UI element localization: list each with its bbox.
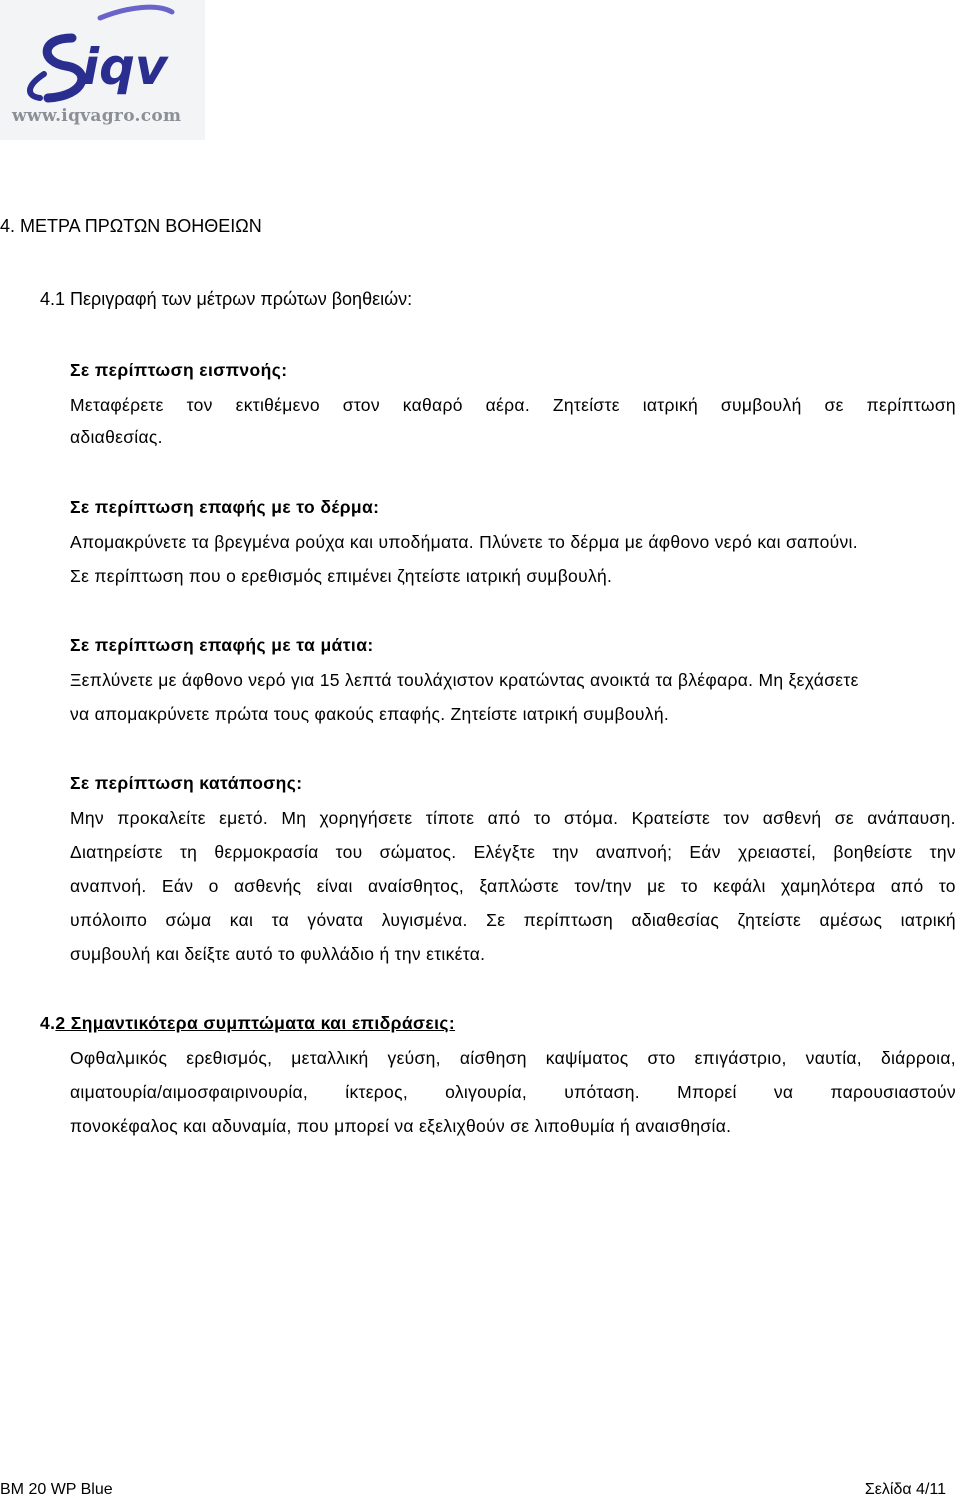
word: εκτιθέμενο bbox=[235, 395, 320, 415]
word: μεταλλική bbox=[291, 1048, 369, 1068]
word: του bbox=[335, 842, 363, 862]
word: ασθενή bbox=[762, 808, 822, 828]
ingestion-line-3 bbox=[70, 876, 956, 897]
word: το bbox=[533, 808, 551, 828]
word: διάρροια, bbox=[880, 1048, 956, 1068]
word: ο bbox=[208, 876, 219, 896]
word: τον bbox=[186, 395, 213, 415]
word: χαμηλότερα bbox=[780, 876, 876, 896]
word: υπόταση. bbox=[564, 1082, 640, 1102]
word: από bbox=[487, 808, 521, 828]
word: ασθενής bbox=[233, 876, 302, 896]
word: παρουσιαστούν bbox=[830, 1082, 956, 1102]
word: αιματουρία/αιμοσφαιρινουρία, bbox=[70, 1082, 309, 1102]
word: χορηγήσετε bbox=[319, 808, 413, 828]
word: αέρα. bbox=[485, 395, 530, 415]
word: είναι bbox=[316, 876, 353, 896]
word: το bbox=[680, 876, 698, 896]
footer-product: BM 20 WP Blue bbox=[0, 1481, 113, 1498]
word: χρειαστεί, bbox=[737, 842, 817, 862]
word: ναυτία, bbox=[805, 1048, 862, 1068]
word: τη bbox=[179, 842, 198, 862]
subsection-4-1-title: 4.1 Περιγραφή των μέτρων πρώτων βοηθειών: bbox=[40, 289, 413, 309]
ingestion-line-5: συμβουλή και δείξτε αυτό το φυλλάδιο ή την ετικέτα. bbox=[70, 944, 486, 964]
word: περίπτωση bbox=[866, 395, 956, 415]
subsection-4-2-number: 4. bbox=[40, 1013, 56, 1033]
word: την bbox=[552, 842, 579, 862]
word: καψίματος bbox=[545, 1048, 629, 1068]
word: αίσθηση bbox=[459, 1048, 527, 1068]
word: τον bbox=[723, 808, 750, 828]
ingestion-heading: Σε περίπτωση κατάποσης: bbox=[70, 773, 303, 793]
symptoms-line-1 bbox=[70, 1048, 956, 1069]
word: Μπορεί bbox=[677, 1082, 737, 1102]
word: περίπτωση bbox=[523, 910, 614, 930]
word: στο bbox=[647, 1048, 676, 1068]
word: σε bbox=[824, 395, 844, 415]
word: ερεθισμός, bbox=[186, 1048, 273, 1068]
word: εμετό. bbox=[219, 808, 269, 828]
word: προκαλείτε bbox=[117, 808, 206, 828]
word: ολιγουρία, bbox=[445, 1082, 528, 1102]
word: στον bbox=[342, 395, 380, 415]
word: σώμα bbox=[165, 910, 212, 930]
symptoms-line-3: πονοκέφαλος και αδυναμία, που μπορεί να εξελιχθούν σε λιποθυμία ή αναισθησία. bbox=[70, 1116, 732, 1136]
footer-page-number: Σελίδα 4/11 bbox=[864, 1481, 946, 1498]
word: ανάπαυση. bbox=[867, 808, 956, 828]
subsection-4-2-title-text: 2 Σημαντικότερα συμπτώματα και επιδράσεις: bbox=[55, 1013, 456, 1033]
word: γεύση, bbox=[387, 1048, 441, 1068]
word: αναπνοή. bbox=[70, 876, 147, 896]
logo-wordmark: iqv bbox=[82, 38, 168, 96]
word: αμέσως bbox=[819, 910, 883, 930]
word: θερμοκρασία bbox=[214, 842, 319, 862]
word: γόνατα bbox=[307, 910, 364, 930]
word: τον/την bbox=[574, 876, 632, 896]
word: Ζητείστε bbox=[552, 395, 620, 415]
inhalation-line-2: αδιαθεσίας. bbox=[70, 427, 163, 447]
word: ξαπλώστε bbox=[479, 876, 560, 896]
eyes-line-2: να απομακρύνετε πρώτα τους φακούς επαφής. Ζητείστε ιατρική συμβουλή. bbox=[70, 704, 670, 724]
word: τα bbox=[271, 910, 289, 930]
word: Μην bbox=[70, 808, 104, 828]
word: λυγισμένα. bbox=[381, 910, 468, 930]
word: Κρατείστε bbox=[631, 808, 711, 828]
ingestion-line-1 bbox=[70, 808, 956, 829]
word: αναίσθητος, bbox=[367, 876, 465, 896]
word: Μεταφέρετε bbox=[70, 395, 164, 415]
logo-url: www.iqvagro.com bbox=[12, 106, 182, 126]
word: ζητείστε bbox=[737, 910, 802, 930]
word: και bbox=[229, 910, 254, 930]
company-logo bbox=[0, 0, 205, 140]
skin-heading: Σε περίπτωση επαφής με το δέρμα: bbox=[70, 497, 380, 517]
word: ίκτερος, bbox=[345, 1082, 408, 1102]
word: τίποτε bbox=[425, 808, 475, 828]
word: να bbox=[773, 1082, 794, 1102]
skin-line-1: Απομακρύνετε τα βρεγμένα ρούχα και υποδήματα. Πλύνετε το δέρμα με άφθονο νερό και σαπούνι. bbox=[70, 532, 858, 552]
skin-line-2: Σε περίπτωση που ο ερεθισμός επιμένει ζητείστε ιατρική συμβουλή. bbox=[70, 566, 613, 586]
word: σώματος. bbox=[379, 842, 457, 862]
eyes-line-1: Ξεπλύνετε με άφθονο νερό για 15 λεπτά τουλάχιστον κρατώντας ανοικτά τα βλέφαρα. Μη ξεχάσετε bbox=[70, 670, 859, 690]
word: Ελέγξτε bbox=[473, 842, 536, 862]
word: αναπνοή; bbox=[595, 842, 673, 862]
word: με bbox=[647, 876, 666, 896]
ingestion-line-4 bbox=[70, 910, 956, 931]
word: κεφάλι bbox=[713, 876, 766, 896]
word: την bbox=[929, 842, 956, 862]
word: Εάν bbox=[689, 842, 721, 862]
eyes-heading: Σε περίπτωση επαφής με τα μάτια: bbox=[70, 635, 374, 655]
word: Μη bbox=[281, 808, 307, 828]
word: ιατρική bbox=[900, 910, 956, 930]
word: Εάν bbox=[161, 876, 194, 896]
word: υπόλοιπο bbox=[70, 910, 148, 930]
word: από bbox=[890, 876, 924, 896]
word: στόμα. bbox=[564, 808, 619, 828]
word: ιατρική bbox=[642, 395, 699, 415]
word: επιγάστριο, bbox=[694, 1048, 787, 1068]
ingestion-line-2 bbox=[70, 842, 956, 863]
word: σε bbox=[834, 808, 854, 828]
logo-mark-icon bbox=[0, 0, 205, 110]
word: Σε bbox=[486, 910, 506, 930]
inhalation-heading: Σε περίπτωση εισπνοής: bbox=[70, 360, 288, 380]
subsection-4-2-title bbox=[40, 1013, 455, 1034]
word: βοηθείστε bbox=[833, 842, 913, 862]
word: αδιαθεσίας bbox=[631, 910, 720, 930]
word: Διατηρείστε bbox=[70, 842, 163, 862]
section-title: 4. ΜΕΤΡΑ ΠΡΩΤΩΝ ΒΟΗΘΕΙΩΝ bbox=[0, 216, 262, 236]
word: συμβουλή bbox=[720, 395, 802, 415]
symptoms-line-2 bbox=[70, 1082, 956, 1103]
inhalation-line-1 bbox=[70, 395, 956, 416]
word: Οφθαλμικός bbox=[70, 1048, 168, 1068]
word: καθαρό bbox=[402, 395, 463, 415]
word: το bbox=[938, 876, 956, 896]
